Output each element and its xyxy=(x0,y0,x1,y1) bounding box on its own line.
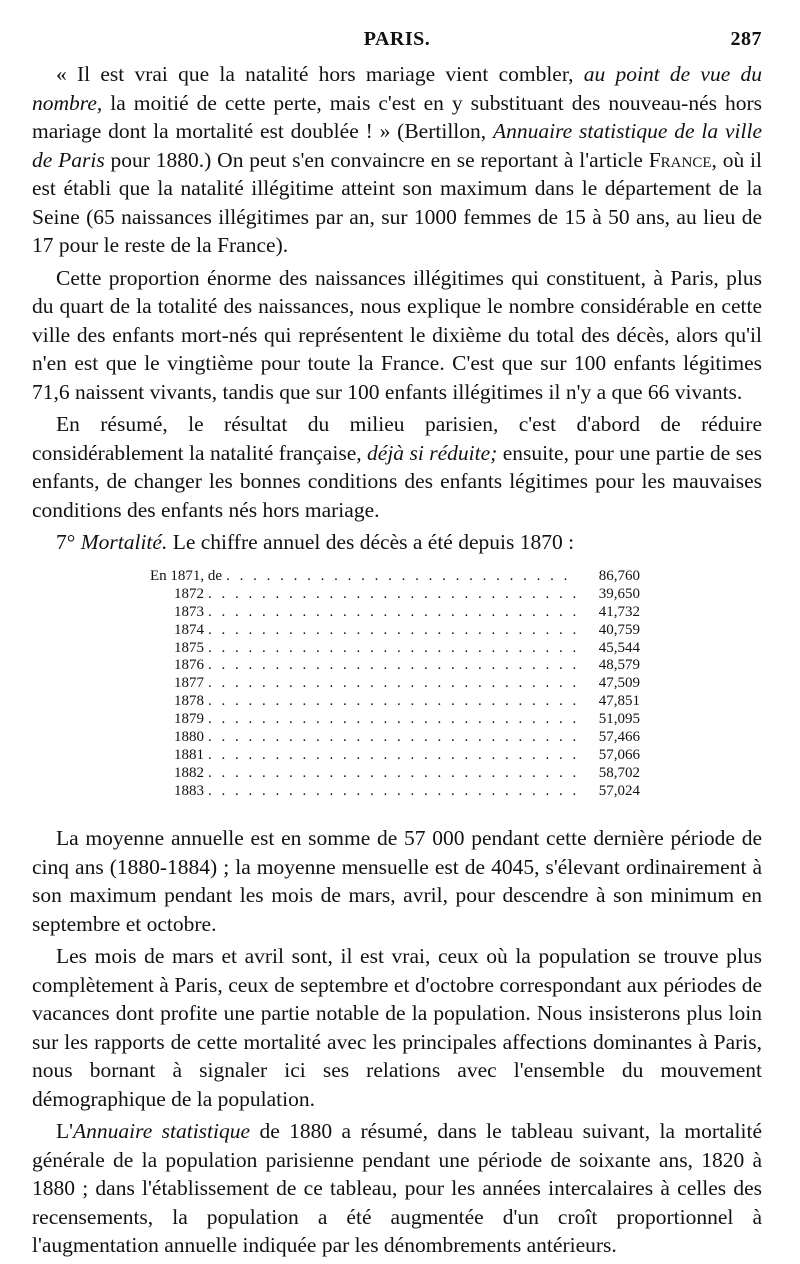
body-text-bottom xyxy=(32,824,762,1264)
death-count: 41,732 xyxy=(598,603,640,620)
paragraph xyxy=(32,410,762,524)
year-label: 1882 xyxy=(174,764,204,781)
dot-leader xyxy=(208,747,578,764)
year-label: 1877 xyxy=(174,675,204,692)
year-label: 1874 xyxy=(174,621,204,638)
running-title: PARIS. xyxy=(363,28,431,50)
year-label: 1881 xyxy=(174,746,204,763)
text-run: , la moitié de cette perte, mais c'est en y substituant des nouveau-nés hors mariage dont la mortalité est doublée ! » (Bertillon, xyxy=(32,90,762,143)
text-run: France xyxy=(648,147,712,172)
body-text-top xyxy=(32,60,762,561)
dot-leader xyxy=(208,604,578,621)
year-label: 1876 xyxy=(174,657,204,674)
table-row xyxy=(150,586,640,604)
dot-leader xyxy=(226,568,578,585)
paragraph xyxy=(32,1117,762,1260)
table-row xyxy=(150,640,640,658)
paragraph xyxy=(32,942,762,1113)
dot-leader xyxy=(208,586,578,603)
paragraph xyxy=(32,528,762,557)
death-count: 57,066 xyxy=(598,746,640,763)
italic-text: Annuaire statistique de la ville de Paris xyxy=(32,119,762,172)
death-count: 47,851 xyxy=(598,693,640,710)
text-run: ensuite, pour une partie de ses enfants, de changer les bonnes conditions des enfants légitimes pour les mauvaises conditions des enfants nés hors mariage. xyxy=(32,440,762,522)
table-row xyxy=(150,675,640,693)
italic-text: Annuaire statistique xyxy=(73,1119,251,1143)
text-run: Le chiffre annuel des décès a été depuis 1870 : xyxy=(167,530,575,554)
page-number: 287 xyxy=(730,28,762,50)
death-count: 48,579 xyxy=(598,657,640,674)
year-label: 1875 xyxy=(174,639,204,656)
dot-leader xyxy=(208,783,578,800)
death-count: 57,466 xyxy=(598,729,640,746)
text-run: En résumé, le résultat du milieu parisien, c'est d'abord de réduire considérablement la natalité française, xyxy=(32,412,762,465)
death-count: 86,760 xyxy=(598,568,640,584)
paragraph xyxy=(32,824,762,938)
year-label: 1879 xyxy=(174,711,204,728)
death-count: 40,759 xyxy=(598,621,640,638)
text-run: « Il est vrai que la natalité hors mariage vient combler, xyxy=(56,62,584,86)
page-header xyxy=(32,28,762,56)
text-run: de 1880 a résumé, dans le tableau suivant, la mortalité générale de la population parisienne pendant une période de soixante ans, 1820 à 1880 ; dans l'établissement de ce tableau, pour les années intercalaires à celles des recensements, la population a été augmentée d'un croît proportionnel à l'augmentation annuelle indiquée par les dénombrements antérieurs. xyxy=(32,1119,763,1257)
death-count: 57,024 xyxy=(598,782,640,799)
dot-leader xyxy=(208,675,578,692)
table-row xyxy=(150,783,640,801)
year-label: 1873 xyxy=(174,603,204,620)
italic-text: au point de vue du nombre xyxy=(32,62,762,115)
death-count: 45,544 xyxy=(598,639,640,656)
deaths-table xyxy=(150,568,640,801)
dot-leader xyxy=(208,729,578,746)
dot-leader xyxy=(208,711,578,728)
dot-leader xyxy=(208,765,578,782)
death-count: 47,509 xyxy=(598,675,640,692)
table-row xyxy=(150,747,640,765)
text-run: 7° xyxy=(56,530,81,554)
table-row xyxy=(150,693,640,711)
text-run: L' xyxy=(56,1119,74,1143)
text-run: Cette proportion énorme des naissances illégitimes qui constituent, à Paris, plus du quart de la totalité des naissances, nous explique le nombre considérable en cette ville des enfants mort-nés qui représentent le dixième du total des décès, alors qu'il n'en est que le vingtième pour toute la France. C'est que sur 100 enfants légitimes 71,6 naissent vivants, tandis que sur 100 enfants illégitimes il n'y a que 66 vivants. xyxy=(32,265,762,404)
table-row xyxy=(150,711,640,729)
text-run: pour 1880.) On peut s'en convaincre en se reportant à l'article xyxy=(104,147,649,172)
text-run: , où il est établi que la natalité illégitime atteint son maximum dans le département de la Seine (65 naissances illégitimes par an, sur 1000 femmes de 15 à 50 ans, au lieu de 17 pour le reste de la France). xyxy=(32,147,762,257)
italic-text: Mortalité. xyxy=(80,530,168,554)
death-count: 58,702 xyxy=(598,764,640,781)
table-row xyxy=(150,765,640,783)
dot-leader xyxy=(208,693,578,710)
italic-text: déjà si réduite; xyxy=(367,440,498,465)
table-row xyxy=(150,568,640,586)
text-run: La moyenne annuelle est en somme de 57 000 pendant cette dernière période de cinq ans (1880-1884) ; la moyenne mensuelle est de 4045, s'élevant ordinairement à son maximum pendant les mois de mars, avril, pour descendre à son minimum en septembre et octobre. xyxy=(32,826,762,936)
death-count: 51,095 xyxy=(598,711,640,728)
paragraph xyxy=(32,60,762,260)
table-row xyxy=(150,604,640,622)
paragraph xyxy=(32,264,762,407)
dot-leader xyxy=(208,640,578,657)
year-label: 1872 xyxy=(174,585,204,602)
year-label: 1878 xyxy=(174,693,204,710)
table-row xyxy=(150,657,640,675)
death-count: 39,650 xyxy=(598,585,640,602)
dot-leader xyxy=(208,657,578,674)
table-row xyxy=(150,729,640,747)
year-label: En 1871, de xyxy=(150,568,223,584)
year-label: 1880 xyxy=(174,729,204,746)
table-row xyxy=(150,622,640,640)
year-label: 1883 xyxy=(174,782,204,799)
dot-leader xyxy=(208,622,578,639)
text-run: Les mois de mars et avril sont, il est vrai, ceux où la population se trouve plus complètement à Paris, ceux de septembre et d'octobre correspondant aux périodes de vacances dont profite une partie notable de la population. Nous insisterons plus loin sur les rapports de cette mortalité avec les principales affections dominantes à Paris, nous bornant à signaler ici ses relations avec l'ensemble du mouvement démographique de la population. xyxy=(32,944,762,1111)
